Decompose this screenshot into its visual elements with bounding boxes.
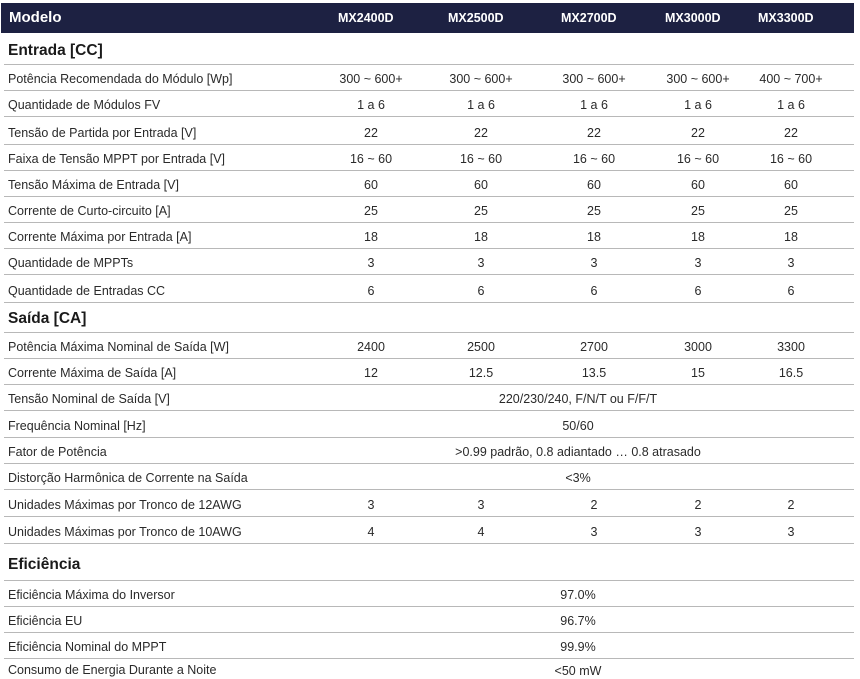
cell-value: 12.5 xyxy=(468,366,494,380)
cell-value: 25 xyxy=(784,204,798,218)
row-label: Corrente de Curto-circuito [A] xyxy=(8,204,171,218)
cell-value: 25 xyxy=(474,204,488,218)
row-label: Distorção Harmônica de Corrente na Saída xyxy=(8,471,248,485)
cell-value: 2 xyxy=(694,498,702,512)
cell-value: 25 xyxy=(691,204,705,218)
cell-value: 25 xyxy=(364,204,378,218)
cell-value: 25 xyxy=(587,204,601,218)
cell-value-spanning: 99.9% xyxy=(560,640,596,654)
cell-value: 3000 xyxy=(684,340,712,354)
cell-value: 300 ~ 600+ xyxy=(666,72,730,86)
table-row xyxy=(4,384,854,411)
row-label: Quantidade de Módulos FV xyxy=(8,98,161,112)
table-row xyxy=(4,116,854,145)
table-row xyxy=(4,658,854,678)
cell-value: 3 xyxy=(590,525,598,539)
table-row xyxy=(4,144,854,171)
cell-value: 18 xyxy=(587,230,601,244)
cell-value: 6 xyxy=(367,284,375,298)
cell-value: 60 xyxy=(364,178,378,192)
model-name-mx2500d: MX2500D xyxy=(448,11,504,25)
cell-value-spanning: <50 mW xyxy=(554,664,602,678)
row-label: Corrente Máxima de Saída [A] xyxy=(8,366,177,380)
cell-value: 2400 xyxy=(357,340,385,354)
cell-value: 3 xyxy=(787,525,795,539)
cell-value: 16 ~ 60 xyxy=(769,152,813,166)
cell-value: 3 xyxy=(787,256,795,270)
cell-value: 13.5 xyxy=(581,366,607,380)
cell-value: 1 a 6 xyxy=(467,98,495,112)
cell-value: 1 a 6 xyxy=(684,98,712,112)
table-row xyxy=(4,90,854,117)
cell-value: 16 ~ 60 xyxy=(349,152,393,166)
row-label: Corrente Máxima por Entrada [A] xyxy=(8,230,192,244)
row-label: Unidades Máximas por Tronco de 10AWG xyxy=(8,525,242,539)
cell-value: 3 xyxy=(694,256,702,270)
table-row xyxy=(4,463,854,490)
table-row xyxy=(4,410,854,438)
section-title: Entrada [CC] xyxy=(8,42,103,59)
cell-value: 3 xyxy=(477,256,485,270)
cell-value-spanning: 97.0% xyxy=(560,588,596,602)
table-row xyxy=(4,358,854,385)
table-row xyxy=(4,516,854,544)
model-column-label: Modelo xyxy=(9,9,62,26)
table-row xyxy=(4,196,854,223)
table-row xyxy=(4,489,854,517)
section-header-input xyxy=(4,38,854,65)
cell-value: 300 ~ 600+ xyxy=(562,72,626,86)
cell-value: 6 xyxy=(590,284,598,298)
cell-value: 3 xyxy=(367,498,375,512)
row-label: Quantidade de MPPTs xyxy=(8,256,134,270)
cell-value: 2500 xyxy=(467,340,495,354)
cell-value: 16 ~ 60 xyxy=(572,152,616,166)
cell-value-spanning: 220/230/240, F/N/T ou F/F/T xyxy=(498,392,658,406)
cell-value: 400 ~ 700+ xyxy=(759,72,823,86)
row-label: Tensão de Partida por Entrada [V] xyxy=(8,126,197,140)
cell-value: 60 xyxy=(784,178,798,192)
cell-value: 15 xyxy=(691,366,705,380)
cell-value-spanning: 96.7% xyxy=(560,614,596,628)
cell-value-spanning: >0.99 padrão, 0.8 adiantado … 0.8 atrasado xyxy=(455,445,701,459)
cell-value: 16.5 xyxy=(778,366,804,380)
table-row xyxy=(4,248,854,275)
cell-value: 1 a 6 xyxy=(777,98,805,112)
table-row xyxy=(4,64,854,91)
table-row xyxy=(4,170,854,197)
row-label: Quantidade de Entradas CC xyxy=(8,284,166,298)
section-header-efficiency xyxy=(4,543,854,581)
cell-value: 12 xyxy=(364,366,378,380)
section-title: Eficiência xyxy=(8,556,81,573)
model-name-mx3000d: MX3000D xyxy=(665,11,721,25)
row-label: Potência Recomendada do Módulo [Wp] xyxy=(8,72,233,86)
cell-value: 60 xyxy=(587,178,601,192)
row-label: Eficiência EU xyxy=(8,614,83,628)
row-label: Unidades Máximas por Tronco de 12AWG xyxy=(8,498,242,512)
model-name-mx3300d: MX3300D xyxy=(758,11,814,25)
section-header-output xyxy=(4,302,854,333)
cell-value: 3 xyxy=(694,525,702,539)
cell-value: 60 xyxy=(691,178,705,192)
cell-value: 22 xyxy=(587,126,601,140)
row-label: Fator de Potência xyxy=(8,445,107,459)
cell-value: 18 xyxy=(364,230,378,244)
cell-value: 18 xyxy=(784,230,798,244)
cell-value: 6 xyxy=(477,284,485,298)
row-label: Faixa de Tensão MPPT por Entrada [V] xyxy=(8,152,226,166)
row-label: Consumo de Energia Durante a Noite xyxy=(8,663,217,677)
table-row xyxy=(4,580,854,607)
cell-value: 16 ~ 60 xyxy=(676,152,720,166)
row-label: Eficiência Máxima do Inversor xyxy=(8,588,175,602)
cell-value-spanning: 50/60 xyxy=(562,419,594,433)
cell-value: 22 xyxy=(474,126,488,140)
section-title: Saída [CA] xyxy=(8,310,87,327)
row-label: Tensão Máxima de Entrada [V] xyxy=(8,178,179,192)
cell-value: 4 xyxy=(477,525,485,539)
cell-value: 6 xyxy=(787,284,795,298)
cell-value: 16 ~ 60 xyxy=(459,152,503,166)
cell-value: 2 xyxy=(787,498,795,512)
cell-value-spanning: <3% xyxy=(565,471,591,485)
row-label: Tensão Nominal de Saída [V] xyxy=(8,392,170,406)
cell-value: 22 xyxy=(784,126,798,140)
table-row xyxy=(4,222,854,249)
table-row xyxy=(4,632,854,659)
cell-value: 4 xyxy=(367,525,375,539)
table-row xyxy=(4,437,854,464)
cell-value: 3 xyxy=(590,256,598,270)
cell-value: 18 xyxy=(474,230,488,244)
row-label: Frequência Nominal [Hz] xyxy=(8,419,146,433)
cell-value: 2700 xyxy=(580,340,608,354)
cell-value: 3 xyxy=(477,498,485,512)
table-row xyxy=(4,332,854,359)
cell-value: 300 ~ 600+ xyxy=(339,72,403,86)
cell-value: 6 xyxy=(694,284,702,298)
cell-value: 22 xyxy=(691,126,705,140)
cell-value: 60 xyxy=(474,178,488,192)
table-header xyxy=(1,3,854,33)
table-row xyxy=(4,274,854,303)
cell-value: 1 a 6 xyxy=(357,98,385,112)
cell-value: 300 ~ 600+ xyxy=(449,72,513,86)
cell-value: 18 xyxy=(691,230,705,244)
model-name-mx2400d: MX2400D xyxy=(338,11,394,25)
table-row xyxy=(4,606,854,633)
model-name-mx2700d: MX2700D xyxy=(561,11,617,25)
cell-value: 2 xyxy=(590,498,598,512)
cell-value: 3300 xyxy=(777,340,805,354)
cell-value: 1 a 6 xyxy=(580,98,608,112)
row-label: Potência Máxima Nominal de Saída [W] xyxy=(8,340,229,354)
cell-value: 3 xyxy=(367,256,375,270)
cell-value: 22 xyxy=(364,126,378,140)
row-label: Eficiência Nominal do MPPT xyxy=(8,640,167,654)
